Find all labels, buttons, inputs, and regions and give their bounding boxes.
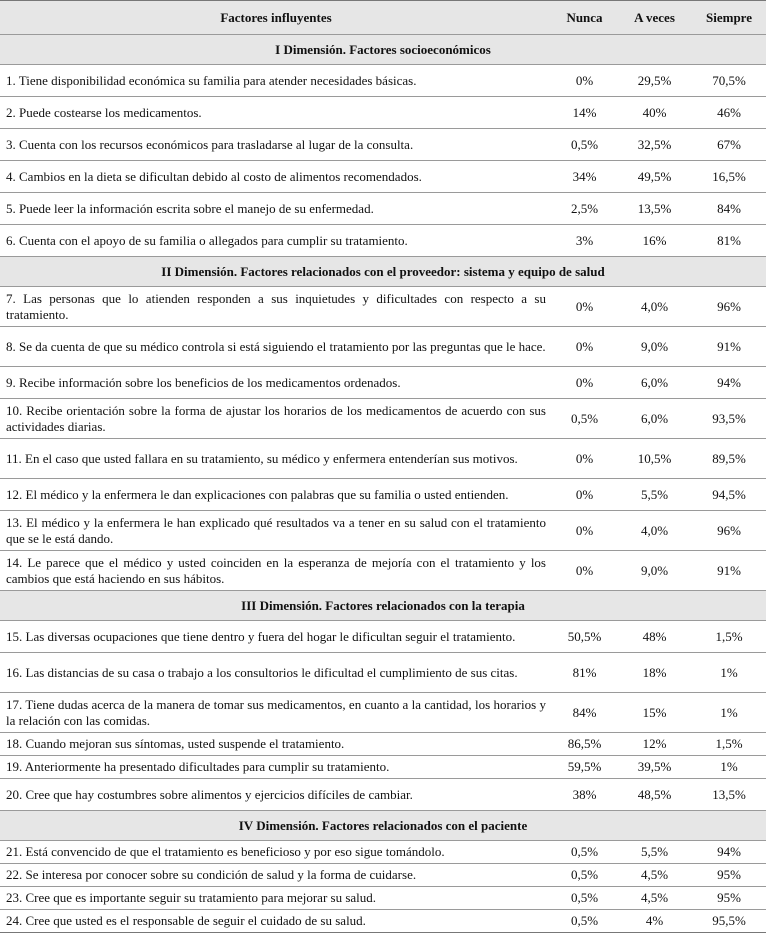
- aveces-cell: 4,0%: [617, 287, 692, 327]
- factor-cell: 14. Le parece que el médico y usted coinciden en la esperanza de mejoría con el tratamiento y los cambios que está haciendo en sus hábitos.: [0, 551, 552, 591]
- nunca-cell: 0%: [552, 439, 617, 479]
- siempre-cell: 1,5%: [692, 621, 766, 653]
- aveces-cell: 6,0%: [617, 399, 692, 439]
- table-row: [0, 327, 766, 367]
- nunca-cell: 38%: [552, 779, 617, 811]
- table-row: [0, 864, 766, 887]
- nunca-cell: 0,5%: [552, 841, 617, 864]
- table-row: [0, 733, 766, 756]
- siempre-cell: 1%: [692, 693, 766, 733]
- dimension-heading-row: [0, 35, 766, 65]
- aveces-cell: 48%: [617, 621, 692, 653]
- dimension-title: II Dimensión. Factores relacionados con el proveedor: sistema y equipo de salud: [0, 257, 766, 287]
- nunca-cell: 0,5%: [552, 910, 617, 933]
- factor-cell: 4. Cambios en la dieta se dificultan debido al costo de alimentos recomendados.: [0, 161, 552, 193]
- siempre-cell: 89,5%: [692, 439, 766, 479]
- table-row: [0, 653, 766, 693]
- nunca-cell: 50,5%: [552, 621, 617, 653]
- aveces-cell: 29,5%: [617, 65, 692, 97]
- siempre-cell: 94%: [692, 841, 766, 864]
- dimension-title: IV Dimensión. Factores relacionados con el paciente: [0, 811, 766, 841]
- aveces-cell: 13,5%: [617, 193, 692, 225]
- table-row: [0, 439, 766, 479]
- aveces-cell: 4,0%: [617, 511, 692, 551]
- table-row: [0, 756, 766, 779]
- aveces-cell: 12%: [617, 733, 692, 756]
- nunca-cell: 0,5%: [552, 864, 617, 887]
- nunca-cell: 59,5%: [552, 756, 617, 779]
- table-row: [0, 693, 766, 733]
- factor-cell: 21. Está convencido de que el tratamiento es beneficioso y por eso sigue tomándolo.: [0, 841, 552, 864]
- dimension-title: III Dimensión. Factores relacionados con la terapia: [0, 591, 766, 621]
- factor-cell: 10. Recibe orientación sobre la forma de ajustar los horarios de los medicamentos de acuerdo con sus actividades diarias.: [0, 399, 552, 439]
- aveces-cell: 4%: [617, 910, 692, 933]
- table-row: [0, 779, 766, 811]
- siempre-cell: 95,5%: [692, 910, 766, 933]
- table-row: [0, 97, 766, 129]
- aveces-cell: 39,5%: [617, 756, 692, 779]
- nunca-cell: 0%: [552, 479, 617, 511]
- dimension-heading-row: [0, 257, 766, 287]
- nunca-cell: 0%: [552, 511, 617, 551]
- factor-cell: 3. Cuenta con los recursos económicos para trasladarse al lugar de la consulta.: [0, 129, 552, 161]
- nunca-cell: 0%: [552, 287, 617, 327]
- factor-cell: 8. Se da cuenta de que su médico controla si está siguiendo el tratamiento por las preguntas que le hace.: [0, 327, 552, 367]
- siempre-cell: 70,5%: [692, 65, 766, 97]
- siempre-cell: 67%: [692, 129, 766, 161]
- table-row: [0, 841, 766, 864]
- siempre-cell: 13,5%: [692, 779, 766, 811]
- table-row: [0, 399, 766, 439]
- aveces-cell: 15%: [617, 693, 692, 733]
- factor-cell: 16. Las distancias de su casa o trabajo a los consultorios le dificultad el cumplimiento de sus citas.: [0, 653, 552, 693]
- nunca-cell: 0%: [552, 367, 617, 399]
- table-row: [0, 129, 766, 161]
- nunca-cell: 0,5%: [552, 887, 617, 910]
- table-row: [0, 511, 766, 551]
- nunca-cell: 0,5%: [552, 399, 617, 439]
- siempre-cell: 96%: [692, 511, 766, 551]
- factor-cell: 6. Cuenta con el apoyo de su familia o allegados para cumplir su tratamiento.: [0, 225, 552, 257]
- factor-cell: 22. Se interesa por conocer sobre su condición de salud y la forma de cuidarse.: [0, 864, 552, 887]
- header-aveces: A veces: [617, 1, 692, 35]
- siempre-cell: 16,5%: [692, 161, 766, 193]
- table-row: [0, 887, 766, 910]
- factor-cell: 7. Las personas que lo atienden responden a sus inquietudes y dificultades con respecto a su tratamiento.: [0, 287, 552, 327]
- aveces-cell: 9,0%: [617, 551, 692, 591]
- siempre-cell: 95%: [692, 864, 766, 887]
- siempre-cell: 84%: [692, 193, 766, 225]
- nunca-cell: 34%: [552, 161, 617, 193]
- siempre-cell: 93,5%: [692, 399, 766, 439]
- table-header: [0, 1, 766, 35]
- aveces-cell: 5,5%: [617, 841, 692, 864]
- factor-cell: 2. Puede costearse los medicamentos.: [0, 97, 552, 129]
- factor-cell: 18. Cuando mejoran sus síntomas, usted suspende el tratamiento.: [0, 733, 552, 756]
- aveces-cell: 16%: [617, 225, 692, 257]
- siempre-cell: 1,5%: [692, 733, 766, 756]
- nunca-cell: 14%: [552, 97, 617, 129]
- siempre-cell: 91%: [692, 551, 766, 591]
- dimension-title: I Dimensión. Factores socioeconómicos: [0, 35, 766, 65]
- aveces-cell: 40%: [617, 97, 692, 129]
- siempre-cell: 95%: [692, 887, 766, 910]
- nunca-cell: 3%: [552, 225, 617, 257]
- siempre-cell: 91%: [692, 327, 766, 367]
- table-row: [0, 65, 766, 97]
- table-row: [0, 193, 766, 225]
- aveces-cell: 32,5%: [617, 129, 692, 161]
- table-row: [0, 621, 766, 653]
- aveces-cell: 4,5%: [617, 887, 692, 910]
- table-row: [0, 910, 766, 933]
- factor-cell: 1. Tiene disponibilidad económica su familia para atender necesidades básicas.: [0, 65, 552, 97]
- factor-cell: 19. Anteriormente ha presentado dificultades para cumplir su tratamiento.: [0, 756, 552, 779]
- factor-cell: 24. Cree que usted es el responsable de seguir el cuidado de su salud.: [0, 910, 552, 933]
- siempre-cell: 81%: [692, 225, 766, 257]
- factor-cell: 13. El médico y la enfermera le han explicado qué resultados va a tener en su salud con el tratamiento que se le está dando.: [0, 511, 552, 551]
- table-row: [0, 287, 766, 327]
- factor-cell: 17. Tiene dudas acerca de la manera de tomar sus medicamentos, en cuanto a la cantidad, los horarios y la relación con las comidas.: [0, 693, 552, 733]
- table-row: [0, 161, 766, 193]
- nunca-cell: 86,5%: [552, 733, 617, 756]
- table-body: [0, 35, 766, 933]
- aveces-cell: 48,5%: [617, 779, 692, 811]
- dimension-heading-row: [0, 811, 766, 841]
- siempre-cell: 1%: [692, 653, 766, 693]
- aveces-cell: 10,5%: [617, 439, 692, 479]
- table-row: [0, 225, 766, 257]
- table-row: [0, 551, 766, 591]
- siempre-cell: 94,5%: [692, 479, 766, 511]
- nunca-cell: 0,5%: [552, 129, 617, 161]
- siempre-cell: 46%: [692, 97, 766, 129]
- nunca-cell: 2,5%: [552, 193, 617, 225]
- nunca-cell: 81%: [552, 653, 617, 693]
- nunca-cell: 84%: [552, 693, 617, 733]
- aveces-cell: 6,0%: [617, 367, 692, 399]
- factor-cell: 20. Cree que hay costumbres sobre alimentos y ejercicios difíciles de cambiar.: [0, 779, 552, 811]
- table-row: [0, 367, 766, 399]
- header-nunca: Nunca: [552, 1, 617, 35]
- siempre-cell: 96%: [692, 287, 766, 327]
- aveces-cell: 49,5%: [617, 161, 692, 193]
- siempre-cell: 94%: [692, 367, 766, 399]
- aveces-cell: 5,5%: [617, 479, 692, 511]
- table-row: [0, 479, 766, 511]
- aveces-cell: 4,5%: [617, 864, 692, 887]
- factor-cell: 9. Recibe información sobre los beneficios de los medicamentos ordenados.: [0, 367, 552, 399]
- nunca-cell: 0%: [552, 65, 617, 97]
- header-siempre: Siempre: [692, 1, 766, 35]
- aveces-cell: 18%: [617, 653, 692, 693]
- nunca-cell: 0%: [552, 551, 617, 591]
- factor-cell: 5. Puede leer la información escrita sobre el manejo de su enfermedad.: [0, 193, 552, 225]
- factor-cell: 23. Cree que es importante seguir su tratamiento para mejorar su salud.: [0, 887, 552, 910]
- nunca-cell: 0%: [552, 327, 617, 367]
- factor-cell: 15. Las diversas ocupaciones que tiene dentro y fuera del hogar le dificultan seguir el tratamiento.: [0, 621, 552, 653]
- siempre-cell: 1%: [692, 756, 766, 779]
- dimension-heading-row: [0, 591, 766, 621]
- factor-cell: 12. El médico y la enfermera le dan explicaciones con palabras que su familia o usted entienden.: [0, 479, 552, 511]
- aveces-cell: 9,0%: [617, 327, 692, 367]
- factor-cell: 11. En el caso que usted fallara en su tratamiento, su médico y enfermera entenderían sus motivos.: [0, 439, 552, 479]
- header-factores: Factores influyentes: [0, 1, 552, 35]
